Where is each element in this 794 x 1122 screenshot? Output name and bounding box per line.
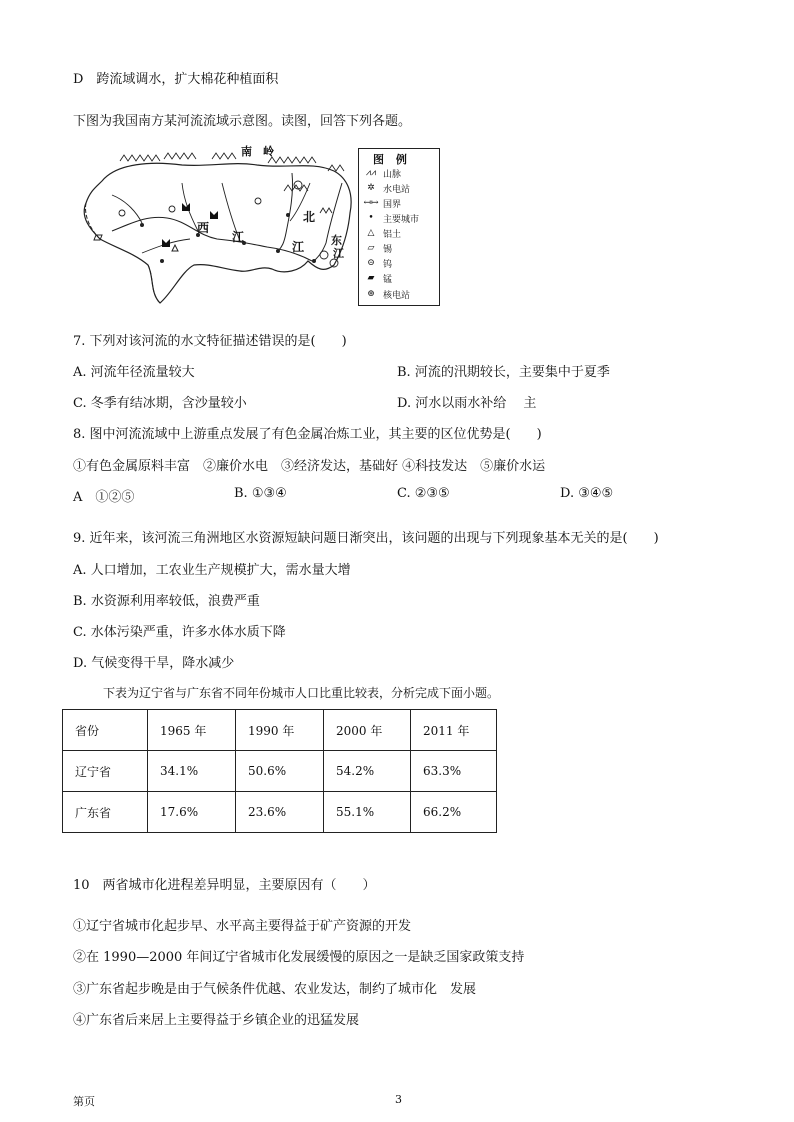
question-8-option-d: D. ③④⑤ — [560, 486, 614, 501]
map-intro: 下图为我国南方某河流流域示意图。读图，回答下列各题。 — [73, 114, 412, 129]
question-7-option-b: B. 河流的汛期较长，主要集中于夏季 — [397, 365, 610, 380]
table-cell: 54.2% — [324, 751, 411, 792]
table-cell: 23.6% — [236, 792, 324, 833]
legend-item-tin: ▱ 锡 — [363, 242, 392, 254]
legend-item-nuclear: ⊛ 核电站 — [363, 288, 410, 300]
question-10-item-4: ④广东省后来居上主要得益于乡镇企业的迅猛发展 — [73, 1013, 360, 1028]
border-icon: ↤↦ — [363, 198, 379, 208]
table-header-cell: 1990 年 — [236, 710, 324, 751]
legend-item-border: ↤↦ 国界 — [363, 198, 402, 210]
question-8-option-c: C. ②③⑤ — [397, 486, 450, 501]
table-row — [63, 792, 497, 833]
question-8-option-b: B. ①③④ — [234, 486, 287, 501]
table-header-cell: 2011 年 — [411, 710, 497, 751]
table-cell: 55.1% — [324, 792, 411, 833]
legend-item-bauxite: △ 铝土 — [363, 227, 401, 239]
map-label-bei: 北 — [303, 210, 316, 224]
table-header-row — [63, 710, 497, 751]
question-7-option-c: C. 冬季有结冰期，含沙量较小 — [73, 396, 247, 411]
mountain-icon: ⩘⩘ — [365, 168, 377, 178]
map-label-dong: 东 — [331, 234, 342, 247]
urban-population-table — [62, 709, 497, 833]
table-cell: 50.6% — [236, 751, 324, 792]
table-intro: 下表为辽宁省与广东省不同年份城市人口比重比较表，分析完成下面小题。 — [103, 686, 500, 700]
legend-item-manganese: ▰ 锰 — [363, 272, 392, 284]
question-9-stem: 9. 近年来，该河流三角洲地区水资源短缺问题日渐突出，该问题的出现与下列现象基本无关的是( ) — [73, 531, 659, 546]
table-cell: 广东省 — [63, 792, 148, 833]
manganese-icon: ▰ — [367, 273, 375, 283]
city-dot-icon: • — [368, 213, 374, 223]
question-10-item-1: ①辽宁省城市化起步早、水平高主要得益于矿产资源的开发 — [73, 919, 412, 934]
question-7-option-a: A. 河流年径流量较大 — [73, 365, 195, 380]
legend-item-hydropower: ✲ 水电站 — [363, 182, 410, 194]
footer-page-number: 3 — [395, 1093, 402, 1106]
tungsten-icon: ⊝ — [367, 258, 375, 268]
table-cell: 辽宁省 — [63, 751, 148, 792]
question-7-option-d: D. 河水以雨水补给 主 — [397, 396, 537, 411]
map-label-nanling: 南 岭 — [241, 145, 274, 158]
map-legend — [358, 148, 440, 306]
map-label-jiang-3: 江 — [333, 247, 344, 260]
table-cell: 17.6% — [148, 792, 236, 833]
question-8-items: ①有色金属原料丰富 ②廉价水电 ③经济发达，基础好 ④科技发达 ⑤廉价水运 — [73, 459, 546, 474]
question-6-option-d: D 跨流域调水，扩大棉花种植面积 — [73, 72, 279, 87]
bauxite-icon: △ — [367, 228, 375, 238]
legend-item-city: • 主要城市 — [363, 212, 419, 224]
table-header-cell: 2000 年 — [324, 710, 411, 751]
map-label-jiang-2: 江 — [292, 240, 305, 254]
question-9-option-c: C. 水体污染严重，许多水体水质下降 — [73, 625, 286, 640]
question-10-stem: 10 两省城市化进程差异明显，主要原因有（ ） — [73, 878, 376, 893]
table-row — [63, 751, 497, 792]
question-10-item-3: ③广东省起步晚是由于气候条件优越、农业发达，制约了城市化 发展 — [73, 982, 477, 997]
question-9-option-b: B. 水资源利用率较低，浪费严重 — [73, 594, 260, 609]
question-9-option-d: D. 气候变得干旱，降水减少 — [73, 656, 235, 671]
legend-title: 图 例 — [373, 153, 411, 166]
table-cell: 34.1% — [148, 751, 236, 792]
question-8-option-a: A ①②⑤ — [73, 490, 135, 505]
table-header-cell: 1965 年 — [148, 710, 236, 751]
tin-icon: ▱ — [367, 243, 375, 253]
legend-item-mountain: ⩘⩘ 山脉 — [363, 167, 401, 179]
legend-item-tungsten: ⊝ 钨 — [363, 257, 392, 269]
hydropower-icon: ✲ — [367, 183, 375, 193]
question-10-item-2: ②在 1990—2000 年间辽宁省城市化发展缓慢的原因之一是缺乏国家政策支持 — [73, 950, 525, 965]
footer-page-label: 第页 — [73, 1095, 95, 1108]
question-9-option-a: A. 人口增加，工农业生产规模扩大，需水量大增 — [73, 563, 351, 578]
map-label-jiang-1: 江 — [232, 230, 245, 244]
question-7-stem: 7. 下列对该河流的水文特征描述错误的是( ) — [73, 334, 347, 349]
nuclear-icon: ⊛ — [367, 289, 375, 299]
map-label-xi: 西 — [197, 221, 210, 235]
table-header-cell: 省份 — [63, 710, 148, 751]
table-cell: 66.2% — [411, 792, 497, 833]
question-8-stem: 8. 图中河流流域中上游重点发展了有色金属冶炼工业，其主要的区位优势是( ) — [73, 427, 542, 442]
table-cell: 63.3% — [411, 751, 497, 792]
